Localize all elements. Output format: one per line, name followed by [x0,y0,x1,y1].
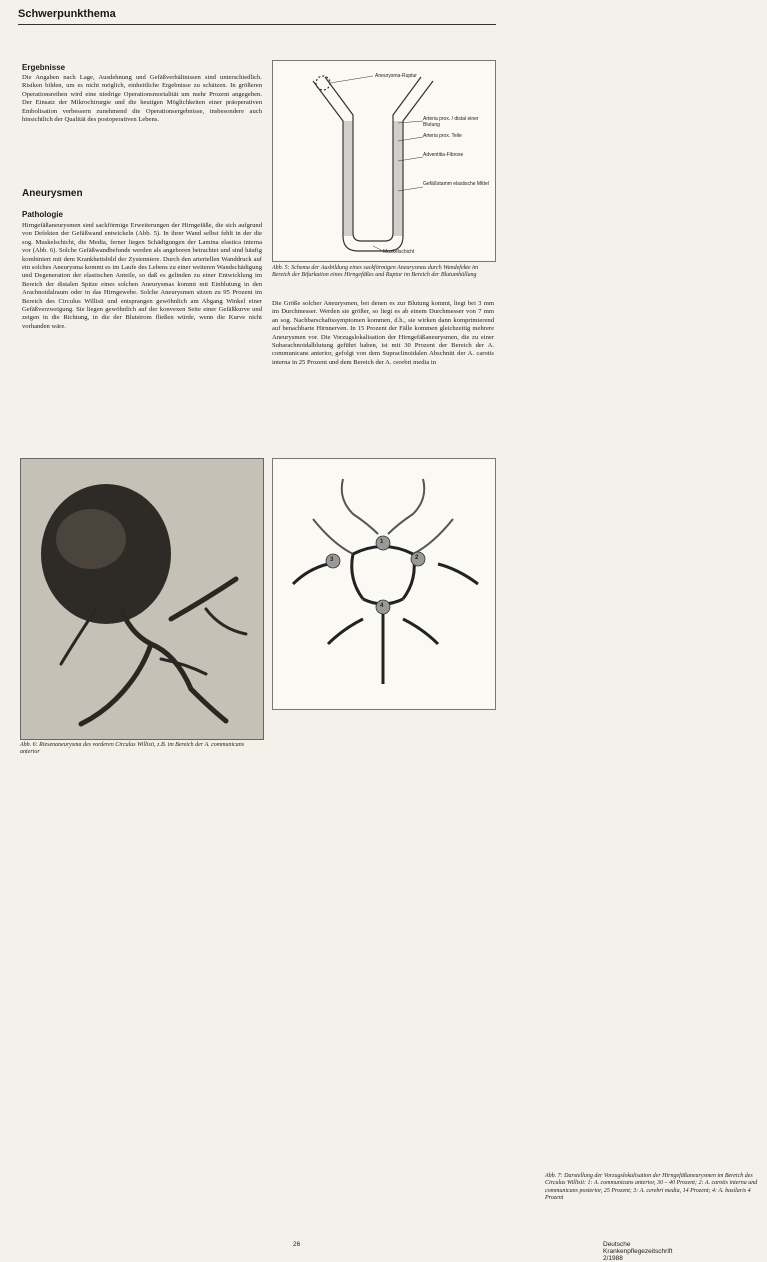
figure-7-diagram [272,458,758,1262]
ergebnisse-paragraph: Die Angaben nach Lage, Ausdehnung und Gefäßverhältnissen sind unterschiedlich. Risiken bilden, um es nicht möglich, einheitliche Ergebnisse zu schätzen. In größeren Operationsreihen wird eine niedrige Operationsmortalität um mehr Prozent angegeben. Der Einsatz der Mikrochirurgie und die heutigen Möglichkeiten einer präoperativen Embolisation verbessern zunehmend die Operationsergebnisse, insbesondere auch hinsichtlich der Qualität des postoperativen Lebens. [22,74,262,124]
journal-footer: Deutsche Krankenpflegezeitschrift 2/1988 [603,1241,673,1262]
circle-of-willis-schematic [273,459,495,709]
fig7-number-1: 1 [380,539,384,545]
figure-5-diagram [272,60,496,262]
figure-5-caption: Abb. 5: Schema der Ausbildung eines sackförmigen Aneurysmas durch Wandefekte im Bereich der Bifurkation eines Hirngefäßes und Ruptur im Bereich der Blutumhüllung [272,265,479,279]
fig5-label-3: Adventitia-Fibrose [423,152,464,158]
aneurysmen-heading: Aneurysmen [22,188,83,199]
fig5-label-5: Muskelschicht [383,249,415,255]
right-paragraph: Die Größe solcher Aneurysmen, bei denen es zur Blutung kommt, liegt bei 3 mm im Durchmesser. Werden sie größer, so liegt es ab einem Durchmesser von 7 mm an sog. Nachbarschaftssymptomen kommen, d.h., sie wirken dann komprimierend auf benachbarte Hirnnerven. In 15 Prozent der Fälle kommen gleichzeitig mehrere Aneurysmen vor. Die Vorzugslokalisation der Hirngefäßaneurysmen, die zu einer Subarachnoidalblutung geführt haben, ist mit 30 Prozent der Bereich der A. communicans anterior, gefolgt von dem Supraclinoidalen Abschnitt der A. carotis interna in 25 Prozent und dem Bereich der A. cerebri media in [272,300,494,366]
pathologie-paragraph: Hirngefäßaneurysmen sind sackförmige Erweiterungen der Hirngefäße, die sich aufgrund von Defekten der Gefäßwand entwickeln (Abb. 5). In ihrer Wand selbst fehlt in der die sog. Muskelschicht, die Media, ferner liegen Schädigungen der Lamina elastica interna vor (Abb. 6). Solche Gefäßwandbefunde werden als angeboren betrachtet und sind häufig kombiniert mit dem Krankheitsbild der Zystenniere. Durch den arteriellen Wanddruck auf ein solches Aneurysma kommt es im Laufe des Lebens zu einer weiteren Wandschädigung und Degeneration der elastischen Anteile, so daß es gelinden zu einer Entwicklung im Bereich der distalen Spitze eines solchen Aneurysmas kommt mit Einblutung in den Arachnoidalraum oder in das Hirngewebe. Solche Aneurysmen sitzen zu 95 Prozent im Bereich des Circulus Willisii und entsprangen gewöhnlich am Abgang Winkel einer Gefäßverzweigung. Sie liegen gewöhnlich auf der konvexen Seite einer Gefäßkurve und zeigen in die Richtung, in die der Blutstrom fließen würde, wenn die Kurve nicht vorhanden wäre. [22,222,262,330]
fig5-label-4: Gefäßstamm elastische Mittel [423,181,489,187]
section-title: Schwerpunkthema [18,8,116,20]
fig5-label-1: Arteria prox. / distal einer Blutung [423,116,479,128]
figure-6-caption: Abb. 6: Riesenaneurysma des vorderen Circulus Willisii, z.B. im Bereich der A. communicans anterior [20,742,245,756]
header-rule [18,24,496,25]
page-number: 26 [293,1241,301,1248]
fig7-number-2: 2 [415,555,419,561]
fig5-label-0: Aneurysma-Ruptur [375,73,417,79]
aneurysm-schematic [273,61,495,261]
figure-6-photo [20,458,264,740]
pathologie-heading: Pathologie [22,210,63,219]
figure-7-caption: Abb. 7: Darstellung der Vorzugslokalisation der Hirngefäßaneurysmen im Bereich des Circulus Willisii: 1: A. communicans anterior, 30 – 40 Prozent; 2: A. carotis interna und communicans posterior, 25 Prozent; 3: A. cerebri media, 14 Prozent; 4: A. basilaris 4 Prozent [545,1173,758,1202]
fig5-label-2: Arteria prox. Teile [423,133,462,139]
fig7-number-3: 3 [330,557,334,563]
ergebnisse-heading: Ergebnisse [22,63,66,72]
fig7-number-4: 4 [380,603,384,609]
giant-aneurysm-image [21,459,263,739]
